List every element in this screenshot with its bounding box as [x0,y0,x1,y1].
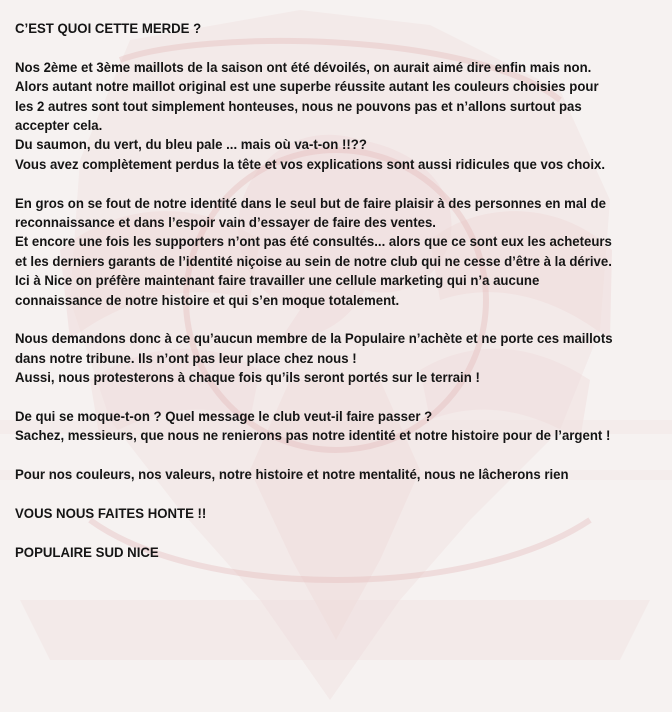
paragraph-3-line-2: Aussi, nous protesterons à chaque fois qu’ils seront portés sur le terrain ! [15,370,480,387]
paragraph-2-line-1: En gros on se fout de notre identité dans le seul but de faire plaisir à des personnes en mal de reconnaissance et dans l’espoir vain d’essayer de faire des ventes. [15,195,606,232]
paragraph-2-line-2: Et encore une fois les supporters n’ont pas été consultés... alors que ce sont eux les acheteurs et les derniers garants de l’identité niçoise au sein de notre club qui ne cesse d’être à la dérive. [15,234,612,270]
protest-statement [15,20,620,583]
statement-title: C’EST QUOI CETTE MERDE ? [15,21,202,37]
paragraph-4-line-2: Sachez, messieurs, que nous ne renierons pas notre identité et notre histoire pour de l’argent ! [15,428,611,445]
paragraph-1 [15,59,620,175]
paragraph-4 [15,408,620,447]
paragraph-4-line-1: De qui se moque-t-on ? Quel message le club veut-il faire passer ? [15,409,433,426]
paragraph-1-line-3: Du saumon, du vert, du bleu pale ... mais où va-t-on !!?? [15,137,367,154]
paragraph-1-line-1: Nos 2ème et 3ème maillots de la saison ont été dévoilés, on aurait aimé dire enfin mais non. [15,59,592,76]
paragraph-5 [15,466,620,485]
statement-slogan: VOUS NOUS FAITES HONTE !! [15,506,207,523]
paragraph-1-line-4: Vous avez complètement perdus la tête et vos explications sont aussi ridicules que vos choix. [15,156,606,173]
paragraph-1-line-2: Alors autant notre maillot original est une superbe réussite autant les couleurs choisies pour les 2 autres sont tout simplement honteuses, nous ne pouvons pas et n’allons surtout pas accepter cela. [15,79,599,135]
statement-signature: POPULAIRE SUD NICE [15,544,159,561]
paragraph-3 [15,330,620,388]
paragraph-3-line-1: Nous demandons donc à ce qu’aucun membre de la Populaire n’achète et ne porte ces maillots dans notre tribune. Ils n’ont pas leur place chez nous ! [15,331,613,367]
paragraph-2 [15,195,620,311]
paragraph-2-line-3: Ici à Nice on préfère maintenant faire travailler une cellule marketing qui n’a aucune connaissance de notre histoire et qui s’en moque totalement. [15,273,540,309]
paragraph-5-line-1: Pour nos couleurs, nos valeurs, notre histoire et notre mentalité, nous ne lâcherons rien [15,467,569,484]
